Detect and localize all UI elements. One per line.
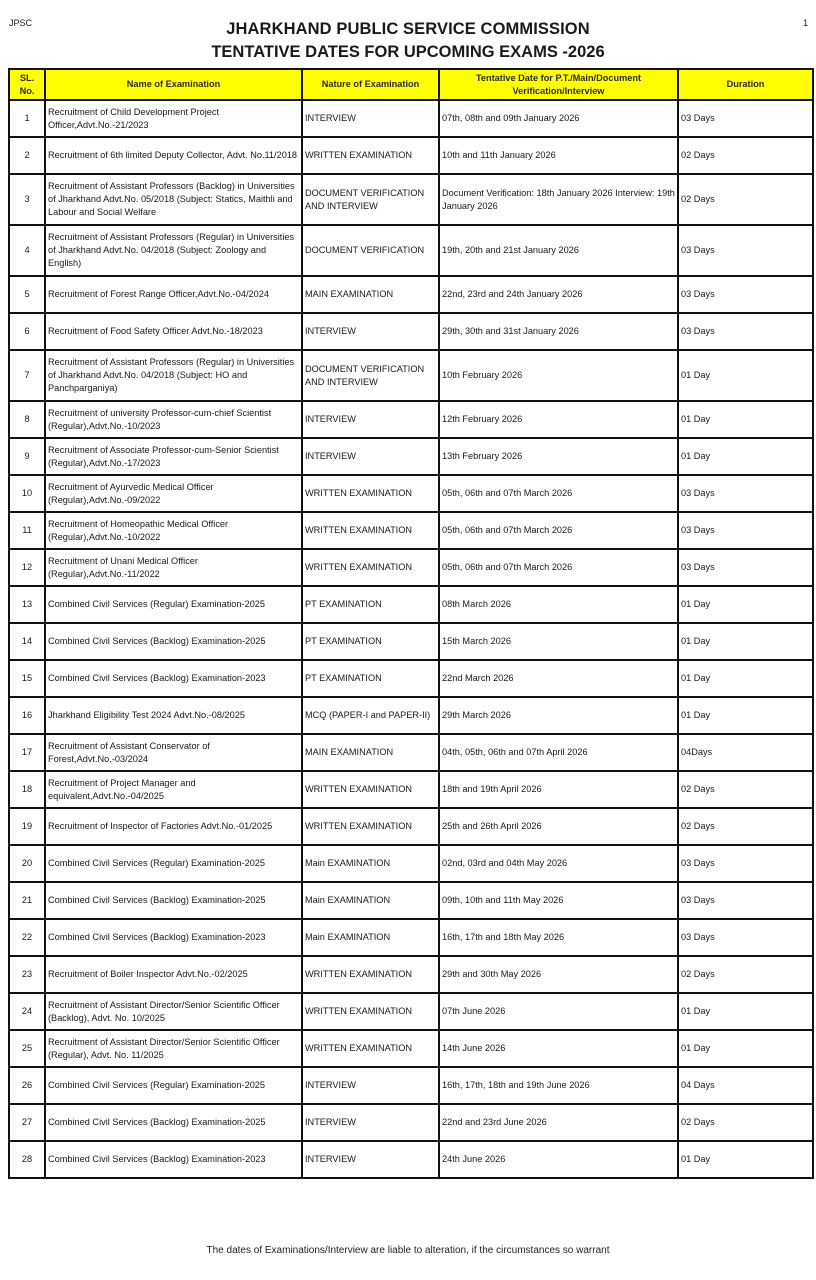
sl-number-cell: 17 xyxy=(9,734,45,771)
exam-date-cell: 24th June 2026 xyxy=(439,1141,678,1178)
duration-cell: 01 Day xyxy=(678,401,813,438)
exam-date-cell: 05th, 06th and 07th March 2026 xyxy=(439,512,678,549)
document-title: JHARKHAND PUBLIC SERVICE COMMISSION xyxy=(226,20,590,38)
duration-cell: 01 Day xyxy=(678,350,813,401)
exam-date-cell: 16th, 17th, 18th and 19th June 2026 xyxy=(439,1067,678,1104)
exam-nature-cell: Main EXAMINATION xyxy=(302,919,439,956)
exam-nature-cell: WRITTEN EXAMINATION xyxy=(302,808,439,845)
exam-nature-cell: DOCUMENT VERIFICATION AND INTERVIEW xyxy=(302,174,439,225)
sl-number-cell: 1 xyxy=(9,100,45,137)
table-body xyxy=(9,100,813,1178)
exam-date-cell: 04th, 05th, 06th and 07th April 2026 xyxy=(439,734,678,771)
exam-nature-cell: INTERVIEW xyxy=(302,1067,439,1104)
exam-name-cell: Combined Civil Services (Backlog) Examination-2023 xyxy=(45,919,302,956)
table-row xyxy=(9,919,813,956)
exam-date-cell: 07th, 08th and 09th January 2026 xyxy=(439,100,678,137)
exam-nature-cell: WRITTEN EXAMINATION xyxy=(302,549,439,586)
table-row xyxy=(9,512,813,549)
duration-cell: 03 Days xyxy=(678,313,813,350)
exam-nature-cell: INTERVIEW xyxy=(302,1104,439,1141)
exam-date-cell: 22nd March 2026 xyxy=(439,660,678,697)
exam-name-cell: Recruitment of Child Development Project Officer,Advt.No.-21/2023 xyxy=(45,100,302,137)
duration-cell: 01 Day xyxy=(678,1141,813,1178)
exam-name-cell: Recruitment of Inspector of Factories Advt.No.-01/2025 xyxy=(45,808,302,845)
exam-date-cell: 07th June 2026 xyxy=(439,993,678,1030)
exam-name-cell: Recruitment of Assistant Professors (Regular) in Universities of Jharkhand Advt.No. 04/2018 (Subject: HO and Panchparganiya) xyxy=(45,350,302,401)
table-row xyxy=(9,993,813,1030)
sl-number-cell: 16 xyxy=(9,697,45,734)
sl-number-cell: 10 xyxy=(9,475,45,512)
table-row xyxy=(9,1030,813,1067)
duration-cell: 01 Day xyxy=(678,993,813,1030)
duration-cell: 03 Days xyxy=(678,845,813,882)
sl-number-cell: 13 xyxy=(9,586,45,623)
sl-number-cell: 14 xyxy=(9,623,45,660)
table-row xyxy=(9,401,813,438)
table-row xyxy=(9,1067,813,1104)
duration-cell: 02 Days xyxy=(678,808,813,845)
exam-name-cell: Combined Civil Services (Regular) Examination-2025 xyxy=(45,1067,302,1104)
exam-nature-cell: INTERVIEW xyxy=(302,100,439,137)
exam-name-cell: Recruitment of Assistant Director/Senior Scientific Officer (Regular), Advt. No. 11/2025 xyxy=(45,1030,302,1067)
column-header-sl-no: SL. No. xyxy=(9,69,45,100)
table-row xyxy=(9,697,813,734)
table-row xyxy=(9,660,813,697)
exam-name-cell: Recruitment of Associate Professor-cum-Senior Scientist (Regular),Advt.No.-17/2023 xyxy=(45,438,302,475)
sl-number-cell: 11 xyxy=(9,512,45,549)
column-header-nature: Nature of Examination xyxy=(302,69,439,100)
exam-date-cell: 02nd, 03rd and 04th May 2026 xyxy=(439,845,678,882)
table-row xyxy=(9,174,813,225)
duration-cell: 04Days xyxy=(678,734,813,771)
exam-date-cell: 22nd and 23rd June 2026 xyxy=(439,1104,678,1141)
exam-nature-cell: WRITTEN EXAMINATION xyxy=(302,956,439,993)
table-row xyxy=(9,225,813,276)
duration-cell: 03 Days xyxy=(678,919,813,956)
duration-cell: 03 Days xyxy=(678,475,813,512)
exam-date-cell: Document Verification: 18th January 2026 Interview: 19th January 2026 xyxy=(439,174,678,225)
sl-number-cell: 6 xyxy=(9,313,45,350)
exam-nature-cell: WRITTEN EXAMINATION xyxy=(302,771,439,808)
sl-number-cell: 5 xyxy=(9,276,45,313)
table-row xyxy=(9,350,813,401)
exam-name-cell: Recruitment of Forest Range Officer,Advt.No.-04/2024 xyxy=(45,276,302,313)
duration-cell: 01 Day xyxy=(678,697,813,734)
sl-number-cell: 26 xyxy=(9,1067,45,1104)
exam-nature-cell: PT EXAMINATION xyxy=(302,660,439,697)
table-row xyxy=(9,438,813,475)
exam-date-cell: 05th, 06th and 07th March 2026 xyxy=(439,475,678,512)
exam-nature-cell: PT EXAMINATION xyxy=(302,623,439,660)
duration-cell: 01 Day xyxy=(678,1030,813,1067)
sl-number-cell: 9 xyxy=(9,438,45,475)
table-header-row xyxy=(9,69,813,100)
footer-note: The dates of Examinations/Interview are liable to alteration, if the circumstances so warrant xyxy=(206,1245,610,1256)
duration-cell: 03 Days xyxy=(678,512,813,549)
exam-name-cell: Combined Civil Services (Backlog) Examination-2025 xyxy=(45,1104,302,1141)
exam-date-cell: 18th and 19th April 2026 xyxy=(439,771,678,808)
exam-schedule-table xyxy=(8,68,814,1179)
exam-nature-cell: INTERVIEW xyxy=(302,401,439,438)
duration-cell: 03 Days xyxy=(678,882,813,919)
sl-number-cell: 8 xyxy=(9,401,45,438)
sl-number-cell: 4 xyxy=(9,225,45,276)
exam-name-cell: Recruitment of Homeopathic Medical Officer (Regular),Advt.No.-10/2022 xyxy=(45,512,302,549)
exam-date-cell: 29th and 30th May 2026 xyxy=(439,956,678,993)
exam-name-cell: Combined Civil Services (Backlog) Examination-2025 xyxy=(45,623,302,660)
exam-nature-cell: INTERVIEW xyxy=(302,438,439,475)
duration-cell: 01 Day xyxy=(678,623,813,660)
exam-nature-cell: MAIN EXAMINATION xyxy=(302,734,439,771)
sl-number-cell: 24 xyxy=(9,993,45,1030)
exam-date-cell: 22nd, 23rd and 24th January 2026 xyxy=(439,276,678,313)
duration-cell: 04 Days xyxy=(678,1067,813,1104)
exam-date-cell: 09th, 10th and 11th May 2026 xyxy=(439,882,678,919)
sl-number-cell: 28 xyxy=(9,1141,45,1178)
exam-name-cell: Recruitment of Project Manager and equivalent,Advt.No.-04/2025 xyxy=(45,771,302,808)
sl-number-cell: 18 xyxy=(9,771,45,808)
sl-number-cell: 27 xyxy=(9,1104,45,1141)
duration-cell: 01 Day xyxy=(678,586,813,623)
sl-number-cell: 3 xyxy=(9,174,45,225)
exam-nature-cell: WRITTEN EXAMINATION xyxy=(302,1030,439,1067)
duration-cell: 03 Days xyxy=(678,225,813,276)
exam-date-cell: 25th and 26th April 2026 xyxy=(439,808,678,845)
exam-nature-cell: INTERVIEW xyxy=(302,1141,439,1178)
duration-cell: 02 Days xyxy=(678,771,813,808)
exam-name-cell: Recruitment of 6th limited Deputy Collector, Advt. No.11/2018 xyxy=(45,137,302,174)
exam-nature-cell: WRITTEN EXAMINATION xyxy=(302,993,439,1030)
table-row xyxy=(9,1141,813,1178)
exam-date-cell: 08th March 2026 xyxy=(439,586,678,623)
exam-date-cell: 15th March 2026 xyxy=(439,623,678,660)
sl-number-cell: 25 xyxy=(9,1030,45,1067)
exam-nature-cell: WRITTEN EXAMINATION xyxy=(302,137,439,174)
table-row xyxy=(9,845,813,882)
duration-cell: 03 Days xyxy=(678,100,813,137)
exam-name-cell: Combined Civil Services (Backlog) Examination-2023 xyxy=(45,1141,302,1178)
exam-name-cell: Combined Civil Services (Regular) Examination-2025 xyxy=(45,845,302,882)
table-row xyxy=(9,734,813,771)
exam-nature-cell: Main EXAMINATION xyxy=(302,845,439,882)
exam-date-cell: 13th February 2026 xyxy=(439,438,678,475)
table-row xyxy=(9,771,813,808)
table-row xyxy=(9,137,813,174)
duration-cell: 03 Days xyxy=(678,549,813,586)
sl-number-cell: 20 xyxy=(9,845,45,882)
column-header-duration: Duration xyxy=(678,69,813,100)
exam-date-cell: 12th February 2026 xyxy=(439,401,678,438)
exam-name-cell: Jharkhand Eligibility Test 2024 Advt.No.-08/2025 xyxy=(45,697,302,734)
exam-date-cell: 29th, 30th and 31st January 2026 xyxy=(439,313,678,350)
exam-name-cell: Recruitment of Unani Medical Officer (Regular),Advt.No.-11/2022 xyxy=(45,549,302,586)
column-header-name: Name of Examination xyxy=(45,69,302,100)
sl-number-cell: 21 xyxy=(9,882,45,919)
exam-name-cell: Recruitment of Ayurvedic Medical Officer (Regular),Advt.No.-09/2022 xyxy=(45,475,302,512)
table-row xyxy=(9,882,813,919)
exam-nature-cell: INTERVIEW xyxy=(302,313,439,350)
table-row xyxy=(9,586,813,623)
exam-name-cell: Recruitment of Assistant Professors (Regular) in Universities of Jharkhand Advt.No. 04/2018 (Subject: Zoology and English) xyxy=(45,225,302,276)
document-tag: JPSC xyxy=(9,18,33,28)
exam-nature-cell: WRITTEN EXAMINATION xyxy=(302,475,439,512)
exam-date-cell: 16th, 17th and 18th May 2026 xyxy=(439,919,678,956)
exam-nature-cell: MCQ (PAPER-I and PAPER-II) xyxy=(302,697,439,734)
exam-date-cell: 10th February 2026 xyxy=(439,350,678,401)
exam-name-cell: Recruitment of Assistant Director/Senior Scientific Officer (Backlog), Advt. No. 10/2025 xyxy=(45,993,302,1030)
duration-cell: 02 Days xyxy=(678,1104,813,1141)
exam-date-cell: 19th, 20th and 21st January 2026 xyxy=(439,225,678,276)
sl-number-cell: 2 xyxy=(9,137,45,174)
table-row xyxy=(9,276,813,313)
sl-number-cell: 22 xyxy=(9,919,45,956)
exam-name-cell: Combined Civil Services (Regular) Examination-2025 xyxy=(45,586,302,623)
duration-cell: 02 Days xyxy=(678,174,813,225)
table-row xyxy=(9,808,813,845)
duration-cell: 03 Days xyxy=(678,276,813,313)
exam-date-cell: 05th, 06th and 07th March 2026 xyxy=(439,549,678,586)
table-row xyxy=(9,100,813,137)
sl-number-cell: 12 xyxy=(9,549,45,586)
table-row xyxy=(9,313,813,350)
exam-nature-cell: PT EXAMINATION xyxy=(302,586,439,623)
sl-number-cell: 23 xyxy=(9,956,45,993)
table-row xyxy=(9,956,813,993)
table-row xyxy=(9,1104,813,1141)
exam-date-cell: 29th March 2026 xyxy=(439,697,678,734)
exam-name-cell: Recruitment of Boiler Inspector Advt.No.-02/2025 xyxy=(45,956,302,993)
exam-name-cell: Recruitment of Food Safety Officer Advt.No.-18/2023 xyxy=(45,313,302,350)
exam-date-cell: 10th and 11th January 2026 xyxy=(439,137,678,174)
sl-number-cell: 19 xyxy=(9,808,45,845)
exam-name-cell: Combined Civil Services (Backlog) Examination-2025 xyxy=(45,882,302,919)
exam-nature-cell: MAIN EXAMINATION xyxy=(302,276,439,313)
table-row xyxy=(9,475,813,512)
duration-cell: 02 Days xyxy=(678,956,813,993)
exam-name-cell: Combined Civil Services (Backlog) Examination-2023 xyxy=(45,660,302,697)
exam-nature-cell: DOCUMENT VERIFICATION xyxy=(302,225,439,276)
duration-cell: 01 Day xyxy=(678,438,813,475)
exam-nature-cell: Main EXAMINATION xyxy=(302,882,439,919)
document-subtitle: TENTATIVE DATES FOR UPCOMING EXAMS -2026 xyxy=(211,43,605,61)
exam-name-cell: Recruitment of Assistant Professors (Backlog) in Universities of Jharkhand Advt.No. 05/2018 (Subject: Statics, Maithli and Labour and Social Welfare xyxy=(45,174,302,225)
duration-cell: 01 Day xyxy=(678,660,813,697)
exam-date-cell: 14th June 2026 xyxy=(439,1030,678,1067)
exam-name-cell: Recruitment of Assistant Conservator of Forest,Advt.No.-03/2024 xyxy=(45,734,302,771)
sl-number-cell: 7 xyxy=(9,350,45,401)
exam-nature-cell: DOCUMENT VERIFICATION AND INTERVIEW xyxy=(302,350,439,401)
sl-number-cell: 15 xyxy=(9,660,45,697)
table-row xyxy=(9,549,813,586)
duration-cell: 02 Days xyxy=(678,137,813,174)
exam-name-cell: Recruitment of university Professor-cum-chief Scientist (Regular),Advt.No.-10/2023 xyxy=(45,401,302,438)
exam-nature-cell: WRITTEN EXAMINATION xyxy=(302,512,439,549)
column-header-date: Tentative Date for P.T./Main/Document Verification/Interview xyxy=(439,69,678,100)
page-number: 1 xyxy=(802,18,808,28)
table-row xyxy=(9,623,813,660)
